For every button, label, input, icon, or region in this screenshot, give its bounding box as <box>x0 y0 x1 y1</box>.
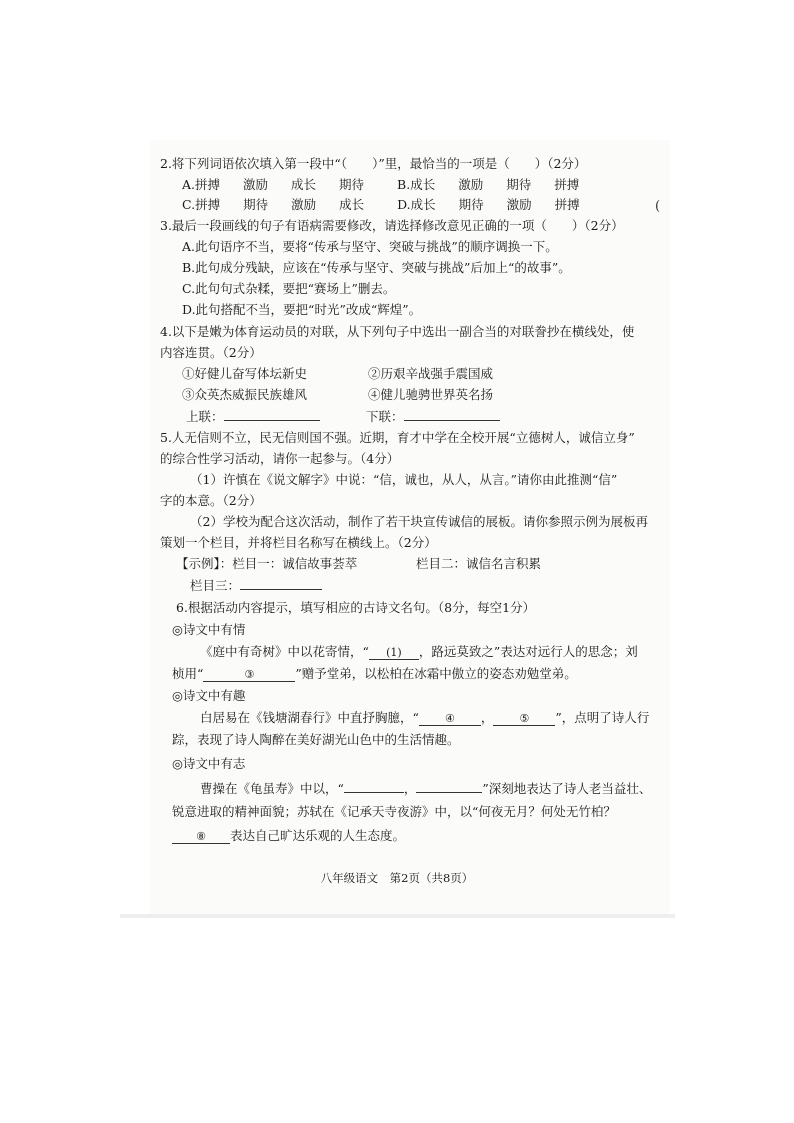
blank-4[interactable]: ④ <box>419 713 481 726</box>
lower-couplet-blank[interactable] <box>404 408 500 421</box>
blank-8[interactable]: ⑧ <box>172 831 230 844</box>
q6-heading-emotion: ◎诗文中有情 <box>172 622 246 637</box>
q5-part2-a: （2）学校为配合这次活动，制作了若干块宣传诚信的展板。请你参照示例为展板再 <box>190 514 648 529</box>
q5-example-1: 【示例】：栏目一：诚信故事荟萃 <box>176 556 358 571</box>
q4-upper-couplet: 上联： <box>186 408 320 425</box>
q4-option-1: ①好健儿奋写体坛新史 <box>182 366 308 381</box>
blank-6[interactable] <box>344 780 404 793</box>
q5-part2-b: 策划一个栏目，并将栏目名称写在横线上。（2分） <box>160 535 437 550</box>
q2-options-cd: C.拼搏 期待 激励 成长 D.成长 期待 激励 拼搏 <box>182 197 580 212</box>
q4-stem-1: 4.以下是嫩为体育运动员的对联，从下列句子中选出一副合当的对联誊抄在横线处，使 <box>160 324 635 339</box>
q6-heading-fun: ◎诗文中有趣 <box>172 688 246 703</box>
q3-option-d: D.此句搭配不当，要把“时光”改成“辉煌”。 <box>182 302 422 317</box>
blank-3[interactable]: ③ <box>203 669 295 682</box>
q5-stem-1: 5.人无信则不立，民无信则国不强。近期，育才中学在全校开展“立德树人，诚信立身” <box>160 430 635 445</box>
blank-7[interactable] <box>416 780 482 793</box>
upper-couplet-blank[interactable] <box>224 408 320 421</box>
q4-stem-2: 内容连贯。（2分） <box>160 345 262 360</box>
q3-option-a: A.此句语序不当，要将“传承与坚守、突破与挑战”的顺序调换一下。 <box>182 239 558 254</box>
q3-stem: 3.最后一段画线的句子有语病需要修改，请选择修改意见正确的一项（ ）（2分） <box>160 218 624 233</box>
column-3-blank[interactable] <box>240 577 322 590</box>
q5-part1-a: （1）许慎在《说文解字》中说：“信，诚也，从人，从言。”请你由此推测“信” <box>190 472 618 487</box>
q6-heading-ambition: ◎诗文中有志 <box>172 756 246 771</box>
page-edge-shadow <box>120 914 675 918</box>
q4-option-2: ②历艰辛战强手震国威 <box>368 366 494 381</box>
q4-option-3: ③众英杰威振民族雄风 <box>182 387 308 402</box>
q3-option-c: C.此句句式杂糅，要把“赛场上”删去。 <box>182 281 396 296</box>
q5-example-2: 栏目二：诚信名言积累 <box>416 556 542 571</box>
stray-bracket: ( <box>655 199 661 214</box>
q6-line-2: 桢用“ ③ ”赠予堂弟，以松柏在冰霜中傲立的姿态劝勉堂弟。 <box>172 666 577 681</box>
q3-option-b: B.此句成分残缺，应该在“传承与坚守、突破与挑战”后加上“的故事”。 <box>182 260 571 275</box>
q6-line-7: ⑧ 表达自己旷达乐观的人生态度。 <box>172 828 405 844</box>
blank-5[interactable]: ⑤ <box>493 713 555 726</box>
q6-line-5: 曹操在《龟虽寿》中以，“ ， ”深刻地表达了诗人老当益壮、 <box>200 781 652 796</box>
page-footer: 八年级语文 第2页（共8页） <box>320 871 474 885</box>
blank-1[interactable]: (1) <box>369 647 419 660</box>
q6-line-3: 白居易在《钱塘湖春行》中直抒胸臆，“ ④ ， ⑤ ”，点明了诗人行 <box>200 710 650 725</box>
q5-stem-2: 的综合性学习活动，请你一起参与。（4分） <box>160 451 400 466</box>
q2-options-ab: A.拼搏 激励 成长 期待 B.成长 激励 期待 拼搏 <box>182 177 580 192</box>
q6-line-6: 锐意进取的精神面貌；苏轼在《记承天寺夜游》中，以“何夜无月？何处无竹柏？ <box>172 804 616 819</box>
q2-stem: 2.将下列词语依次填入第一段中“（ ）”里，最恰当的一项是（ ）（2分） <box>160 156 587 171</box>
q4-lower-couplet: 下联： <box>366 408 500 425</box>
q5-column-3: 栏目三： <box>190 577 322 594</box>
q4-option-4: ④健儿驰骋世界英名扬 <box>368 387 494 402</box>
q6-stem: 6.根据活动内容提示，填写相应的古诗文名句。（8分，每空1分） <box>176 600 536 615</box>
q5-part1-b: 字的本意。（2分） <box>160 493 262 508</box>
q6-line-1: 《庭中有奇树》中以花寄情，“ (1) ，路远莫致之”表达对远行人的思念；刘 <box>200 644 638 659</box>
q6-line-4: 踪，表现了诗人陶醉在美好湖光山色中的生活情趣。 <box>172 732 460 747</box>
